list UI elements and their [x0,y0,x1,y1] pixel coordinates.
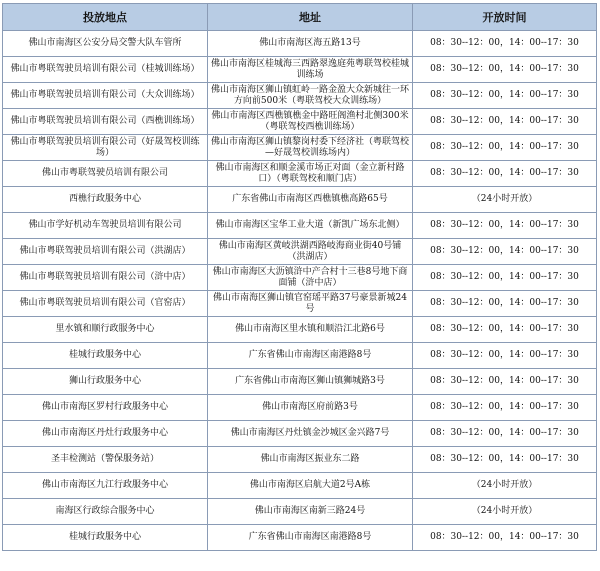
cell-address: 佛山市南海区狮山镇虹岭一路金盈大众新城往一环方向前500米（粤联驾校大众训练场） [208,83,413,109]
cell-location: 佛山市南海区九江行政服务中心 [3,473,208,499]
cell-location: 桂城行政服务中心 [3,343,208,369]
table-row [3,421,597,447]
cell-location: 佛山市学好机动车驾驶员培训有限公司 [3,213,208,239]
cell-location: 桂城行政服务中心 [3,525,208,551]
table-row [3,239,597,265]
table-row [3,369,597,395]
cell-address: 广东省佛山市南海区狮山镇狮城路3号 [208,369,413,395]
cell-location: 佛山市粤联驾驶员培训有限公司（桂城训练场） [3,57,208,83]
table-row [3,31,597,57]
cell-address: 佛山市南海区振业东二路 [208,447,413,473]
cell-address: 佛山市南海区大沥镇浒中产合村十三巷8号地下商面铺（浒中店） [208,265,413,291]
cell-location: 佛山市粤联驾驶员培训有限公司（好晟驾校训练场） [3,135,208,161]
cell-location: 佛山市粤联驾驶员培训有限公司（浒中店） [3,265,208,291]
cell-hours: 08：30--12：00，14：00--17：30 [413,213,597,239]
table-row [3,57,597,83]
cell-location: 圣丰检测站（警保服务站） [3,447,208,473]
cell-address: 佛山市南海区启航大道2号A栋 [208,473,413,499]
cell-address: 佛山市南海区和顺金溪市场正对面（金立新村路口）（粤联驾校和顺门店） [208,161,413,187]
cell-hours: 08：30--12：00，14：00--17：30 [413,161,597,187]
cell-location: 西樵行政服务中心 [3,187,208,213]
cell-address: 广东省佛山市南海区西樵镇樵高路65号 [208,187,413,213]
cell-address: 佛山市南海区黄岐洪湖西路岐海商业街40号铺（洪湖店） [208,239,413,265]
table-row [3,161,597,187]
table-row [3,291,597,317]
cell-address: 佛山市南海区西樵镇樵金中路旺阁渔村北侧300米（粤联驾校西樵训练场） [208,109,413,135]
cell-address: 佛山市南海区南新三路24号 [208,499,413,525]
table-row [3,135,597,161]
cell-hours: （24小时开放） [413,187,597,213]
cell-address: 佛山市南海区府前路3号 [208,395,413,421]
cell-hours: 08：30--12：00，14：00--17：30 [413,421,597,447]
cell-location: 佛山市南海区公安分局交警大队车管所 [3,31,208,57]
cell-hours: 08：30--12：00，14：00--17：30 [413,83,597,109]
cell-address: 佛山市南海区里水镇和顺沿江北路6号 [208,317,413,343]
cell-location: 佛山市粤联驾驶员培训有限公司 [3,161,208,187]
cell-hours: 08：30--12：00，14：00--17：30 [413,109,597,135]
cell-address: 广东省佛山市南海区南港路8号 [208,525,413,551]
cell-hours: 08：30--12：00，14：00--17：30 [413,395,597,421]
cell-address: 佛山市南海区丹灶镇金沙城区金兴路7号 [208,421,413,447]
cell-hours: 08：30--12：00，14：00--17：30 [413,265,597,291]
cell-hours: 08：30--12：00，14：00--17：30 [413,57,597,83]
drop-off-locations-table [2,3,597,551]
cell-hours: 08：30--12：00，14：00--17：30 [413,525,597,551]
cell-address: 佛山市南海区宝华工业大道（新凯广场东北侧） [208,213,413,239]
cell-location: 佛山市粤联驾驶员培训有限公司（官窑店） [3,291,208,317]
cell-hours: 08：30--12：00，14：00--17：30 [413,369,597,395]
table-header [3,4,597,31]
header-row [3,4,597,31]
table-row [3,395,597,421]
cell-location: 佛山市粤联驾驶员培训有限公司（大众训练场） [3,83,208,109]
header-location: 投放地点 [3,4,208,31]
cell-hours: 08：30--12：00，14：00--17：30 [413,447,597,473]
table-row [3,265,597,291]
table-row [3,83,597,109]
cell-location: 佛山市粤联驾驶员培训有限公司（西樵训练场） [3,109,208,135]
table-row [3,317,597,343]
table-row [3,447,597,473]
cell-hours: 08：30--12：00，14：00--17：30 [413,343,597,369]
cell-location: 佛山市南海区罗村行政服务中心 [3,395,208,421]
table-row [3,213,597,239]
table-body [3,31,597,551]
table-row [3,525,597,551]
table-row [3,499,597,525]
table-row [3,109,597,135]
cell-location: 狮山行政服务中心 [3,369,208,395]
cell-location: 佛山市粤联驾驶员培训有限公司（洪湖店） [3,239,208,265]
cell-address: 佛山市南海区桂城海三西路翠逸庭苑粤联驾校桂城训练场 [208,57,413,83]
cell-hours: 08：30--12：00，14：00--17：30 [413,317,597,343]
cell-hours: （24小时开放） [413,499,597,525]
table-row [3,187,597,213]
cell-location: 里水镇和顺行政服务中心 [3,317,208,343]
header-address: 地址 [208,4,413,31]
cell-address: 佛山市南海区狮山镇黎岗村委下经济社（粤联驾校—好晟驾校训练场内） [208,135,413,161]
cell-hours: 08：30--12：00，14：00--17：30 [413,135,597,161]
cell-address: 佛山市南海区狮山镇官窑瑶平路37号豪景新城24号 [208,291,413,317]
table-row [3,473,597,499]
table-row [3,343,597,369]
cell-hours: 08：30--12：00，14：00--17：30 [413,239,597,265]
cell-location: 佛山市南海区丹灶行政服务中心 [3,421,208,447]
cell-hours: 08：30--12：00，14：00--17：30 [413,291,597,317]
cell-hours: 08：30--12：00，14：00--17：30 [413,31,597,57]
cell-address: 佛山市南海区海五路13号 [208,31,413,57]
cell-hours: （24小时开放） [413,473,597,499]
cell-address: 广东省佛山市南海区南港路8号 [208,343,413,369]
header-hours: 开放时间 [413,4,597,31]
cell-location: 南海区行政综合服务中心 [3,499,208,525]
